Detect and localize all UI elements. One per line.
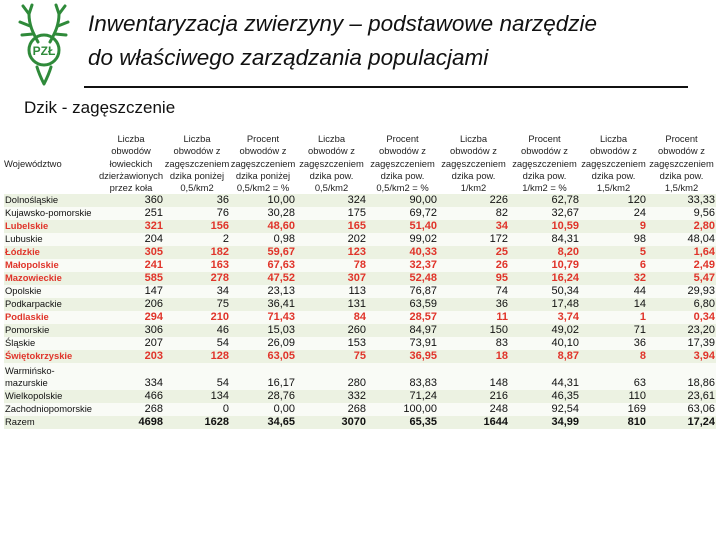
value-cell: 28,57 (367, 311, 438, 324)
value-cell: 36 (438, 298, 509, 311)
value-cell: 0,34 (647, 311, 716, 324)
value-cell: 11 (438, 311, 509, 324)
value-cell: 50,34 (509, 285, 580, 298)
value-cell: 71,43 (230, 311, 296, 324)
table-row (4, 403, 716, 416)
value-cell: 34 (438, 220, 509, 233)
value-cell: 175 (296, 207, 367, 220)
value-cell: 83,83 (367, 363, 438, 390)
value-cell: 810 (580, 416, 647, 429)
value-cell: 83 (438, 337, 509, 350)
value-cell: 62,78 (509, 194, 580, 207)
value-cell: 8,20 (509, 246, 580, 259)
header-cell: Liczba obwodów z zagęszczeniem dzika poniżej 0,5/km2 (164, 133, 230, 194)
value-cell: 131 (296, 298, 367, 311)
value-cell: 48,60 (230, 220, 296, 233)
value-cell: 156 (164, 220, 230, 233)
value-cell: 16,24 (509, 272, 580, 285)
value-cell: 2,49 (647, 259, 716, 272)
table-row (4, 233, 716, 246)
value-cell: 63,59 (367, 298, 438, 311)
value-cell: 84 (296, 311, 367, 324)
value-cell: 294 (98, 311, 164, 324)
value-cell: 25 (438, 246, 509, 259)
value-cell: 1628 (164, 416, 230, 429)
header-cell: Województwo (4, 133, 98, 194)
value-cell: 5 (580, 246, 647, 259)
value-cell: 150 (438, 324, 509, 337)
value-cell: 17,48 (509, 298, 580, 311)
value-cell: 204 (98, 233, 164, 246)
region-name-cell: Świętokrzyskie (4, 350, 98, 363)
title-divider (84, 86, 688, 88)
value-cell: 241 (98, 259, 164, 272)
table-row (4, 285, 716, 298)
value-cell: 360 (98, 194, 164, 207)
subtitle: Dzik - zagęszczenie (24, 98, 176, 117)
region-name-cell: Dolnośląskie (4, 194, 98, 207)
value-cell: 8 (580, 350, 647, 363)
value-cell: 90,00 (367, 194, 438, 207)
value-cell: 63 (580, 363, 647, 390)
value-cell: 40,33 (367, 246, 438, 259)
value-cell: 466 (98, 390, 164, 403)
value-cell: 307 (296, 272, 367, 285)
value-cell: 26 (438, 259, 509, 272)
value-cell: 49,02 (509, 324, 580, 337)
table-row (4, 194, 716, 207)
header-cell: Procent obwodów z zagęszczeniem dzika pow. 1/km2 = % (509, 133, 580, 194)
value-cell: 24 (580, 207, 647, 220)
value-cell: 47,52 (230, 272, 296, 285)
value-cell: 95 (438, 272, 509, 285)
value-cell: 206 (98, 298, 164, 311)
table-row (4, 298, 716, 311)
value-cell: 34,99 (509, 416, 580, 429)
value-cell: 0 (164, 403, 230, 416)
value-cell: 321 (98, 220, 164, 233)
value-cell: 268 (98, 403, 164, 416)
table-row (4, 390, 716, 403)
value-cell: 9,56 (647, 207, 716, 220)
value-cell: 84,97 (367, 324, 438, 337)
region-name-cell: Opolskie (4, 285, 98, 298)
value-cell: 248 (438, 403, 509, 416)
header-cell: Procent obwodów z zagęszczeniem dzika pow. 1,5/km2 (647, 133, 716, 194)
value-cell: 153 (296, 337, 367, 350)
value-cell: 63,06 (647, 403, 716, 416)
value-cell: 34,65 (230, 416, 296, 429)
value-cell: 18 (438, 350, 509, 363)
value-cell: 51,40 (367, 220, 438, 233)
region-name-cell: Podlaskie (4, 311, 98, 324)
value-cell: 169 (580, 403, 647, 416)
value-cell: 5,47 (647, 272, 716, 285)
region-name-cell: Małopolskie (4, 259, 98, 272)
table-row (4, 324, 716, 337)
value-cell: 148 (438, 363, 509, 390)
value-cell: 207 (98, 337, 164, 350)
density-table-container (4, 133, 716, 429)
value-cell: 163 (164, 259, 230, 272)
table-row (4, 259, 716, 272)
value-cell: 2,80 (647, 220, 716, 233)
value-cell: 6,80 (647, 298, 716, 311)
region-name-cell: Podkarpackie (4, 298, 98, 311)
value-cell: 123 (296, 246, 367, 259)
header-cell: Liczba obwodów z zagęszczeniem dzika pow. 1/km2 (438, 133, 509, 194)
value-cell: 59,67 (230, 246, 296, 259)
value-cell: 23,61 (647, 390, 716, 403)
value-cell: 3,74 (509, 311, 580, 324)
region-name-cell: Wielkopolskie (4, 390, 98, 403)
value-cell: 32,37 (367, 259, 438, 272)
value-cell: 210 (164, 311, 230, 324)
value-cell: 67,63 (230, 259, 296, 272)
value-cell: 46,35 (509, 390, 580, 403)
value-cell: 63,05 (230, 350, 296, 363)
region-name-cell: Łódzkie (4, 246, 98, 259)
region-name-cell: Razem (4, 416, 98, 429)
value-cell: 23,13 (230, 285, 296, 298)
value-cell: 324 (296, 194, 367, 207)
value-cell: 134 (164, 390, 230, 403)
value-cell: 10,59 (509, 220, 580, 233)
value-cell: 1644 (438, 416, 509, 429)
value-cell: 48,04 (647, 233, 716, 246)
table-body (4, 194, 716, 428)
value-cell: 23,20 (647, 324, 716, 337)
pzl-logo (14, 2, 74, 86)
value-cell: 280 (296, 363, 367, 390)
value-cell: 18,86 (647, 363, 716, 390)
value-cell: 334 (98, 363, 164, 390)
value-cell: 84,31 (509, 233, 580, 246)
value-cell: 0,00 (230, 403, 296, 416)
region-name-cell: Lubuskie (4, 233, 98, 246)
value-cell: 147 (98, 285, 164, 298)
value-cell: 36,41 (230, 298, 296, 311)
value-cell: 36,95 (367, 350, 438, 363)
region-name-cell: Mazowieckie (4, 272, 98, 285)
value-cell: 251 (98, 207, 164, 220)
value-cell: 76 (164, 207, 230, 220)
value-cell: 203 (98, 350, 164, 363)
value-cell: 98 (580, 233, 647, 246)
region-name-cell: Pomorskie (4, 324, 98, 337)
header-cell: Procent obwodów z zagęszczeniem dzika poniżej 0,5/km2 = % (230, 133, 296, 194)
value-cell: 99,02 (367, 233, 438, 246)
region-name-cell: Warmińsko- mazurskie (4, 363, 98, 390)
total-row (4, 416, 716, 429)
value-cell: 100,00 (367, 403, 438, 416)
value-cell: 3070 (296, 416, 367, 429)
value-cell: 44,31 (509, 363, 580, 390)
value-cell: 78 (296, 259, 367, 272)
value-cell: 172 (438, 233, 509, 246)
value-cell: 268 (296, 403, 367, 416)
value-cell: 10,00 (230, 194, 296, 207)
value-cell: 113 (296, 285, 367, 298)
value-cell: 52,48 (367, 272, 438, 285)
value-cell: 32 (580, 272, 647, 285)
value-cell: 3,94 (647, 350, 716, 363)
header-cell: Procent obwodów z zagęszczeniem dzika pow. 0,5/km2 = % (367, 133, 438, 194)
value-cell: 6 (580, 259, 647, 272)
table-row (4, 363, 716, 390)
value-cell: 54 (164, 337, 230, 350)
value-cell: 14 (580, 298, 647, 311)
value-cell: 585 (98, 272, 164, 285)
region-name-cell: Zachodniopomorskie (4, 403, 98, 416)
value-cell: 9 (580, 220, 647, 233)
value-cell: 40,10 (509, 337, 580, 350)
value-cell: 32,67 (509, 207, 580, 220)
value-cell: 260 (296, 324, 367, 337)
value-cell: 216 (438, 390, 509, 403)
value-cell: 16,17 (230, 363, 296, 390)
value-cell: 75 (164, 298, 230, 311)
value-cell: 17,24 (647, 416, 716, 429)
value-cell: 82 (438, 207, 509, 220)
value-cell: 71,24 (367, 390, 438, 403)
density-table (4, 133, 716, 429)
header-cell: Liczba obwodów łowieckich dzierżawionych przez koła (98, 133, 164, 194)
value-cell: 33,33 (647, 194, 716, 207)
value-cell: 54 (164, 363, 230, 390)
value-cell: 202 (296, 233, 367, 246)
value-cell: 46 (164, 324, 230, 337)
logo-text: PZŁ (32, 44, 56, 58)
region-name-cell: Lubelskie (4, 220, 98, 233)
value-cell: 36 (164, 194, 230, 207)
value-cell: 4698 (98, 416, 164, 429)
value-cell: 65,35 (367, 416, 438, 429)
title-line-2: do właściwego zarządzania populacjami (88, 45, 489, 70)
value-cell: 71 (580, 324, 647, 337)
value-cell: 120 (580, 194, 647, 207)
value-cell: 34 (164, 285, 230, 298)
value-cell: 75 (296, 350, 367, 363)
value-cell: 278 (164, 272, 230, 285)
value-cell: 69,72 (367, 207, 438, 220)
value-cell: 10,79 (509, 259, 580, 272)
title-line-1: Inwentaryzacja zwierzyny – podstawowe narzędzie (88, 11, 597, 36)
value-cell: 332 (296, 390, 367, 403)
value-cell: 306 (98, 324, 164, 337)
region-name-cell: Kujawsko-pomorskie (4, 207, 98, 220)
value-cell: 76,87 (367, 285, 438, 298)
value-cell: 1,64 (647, 246, 716, 259)
table-row (4, 350, 716, 363)
region-name-cell: Śląskie (4, 337, 98, 350)
value-cell: 15,03 (230, 324, 296, 337)
value-cell: 1 (580, 311, 647, 324)
value-cell: 28,76 (230, 390, 296, 403)
value-cell: 17,39 (647, 337, 716, 350)
header-row (4, 133, 716, 194)
value-cell: 30,28 (230, 207, 296, 220)
value-cell: 73,91 (367, 337, 438, 350)
value-cell: 0,98 (230, 233, 296, 246)
value-cell: 182 (164, 246, 230, 259)
value-cell: 2 (164, 233, 230, 246)
table-row (4, 337, 716, 350)
table-row (4, 246, 716, 259)
table-row (4, 207, 716, 220)
value-cell: 8,87 (509, 350, 580, 363)
header-cell: Liczba obwodów z zagęszczeniem dzika pow. 1,5/km2 (581, 133, 646, 194)
table-row (4, 311, 716, 324)
value-cell: 92,54 (509, 403, 580, 416)
value-cell: 165 (296, 220, 367, 233)
value-cell: 36 (580, 337, 647, 350)
value-cell: 29,93 (647, 285, 716, 298)
value-cell: 74 (438, 285, 509, 298)
value-cell: 128 (164, 350, 230, 363)
header-cell: Liczba obwodów z zagęszczeniem dzika pow. 0,5/km2 (296, 133, 367, 194)
value-cell: 226 (438, 194, 509, 207)
value-cell: 305 (98, 246, 164, 259)
value-cell: 110 (580, 390, 647, 403)
table-row (4, 272, 716, 285)
value-cell: 44 (580, 285, 647, 298)
table-row (4, 220, 716, 233)
value-cell: 26,09 (230, 337, 296, 350)
